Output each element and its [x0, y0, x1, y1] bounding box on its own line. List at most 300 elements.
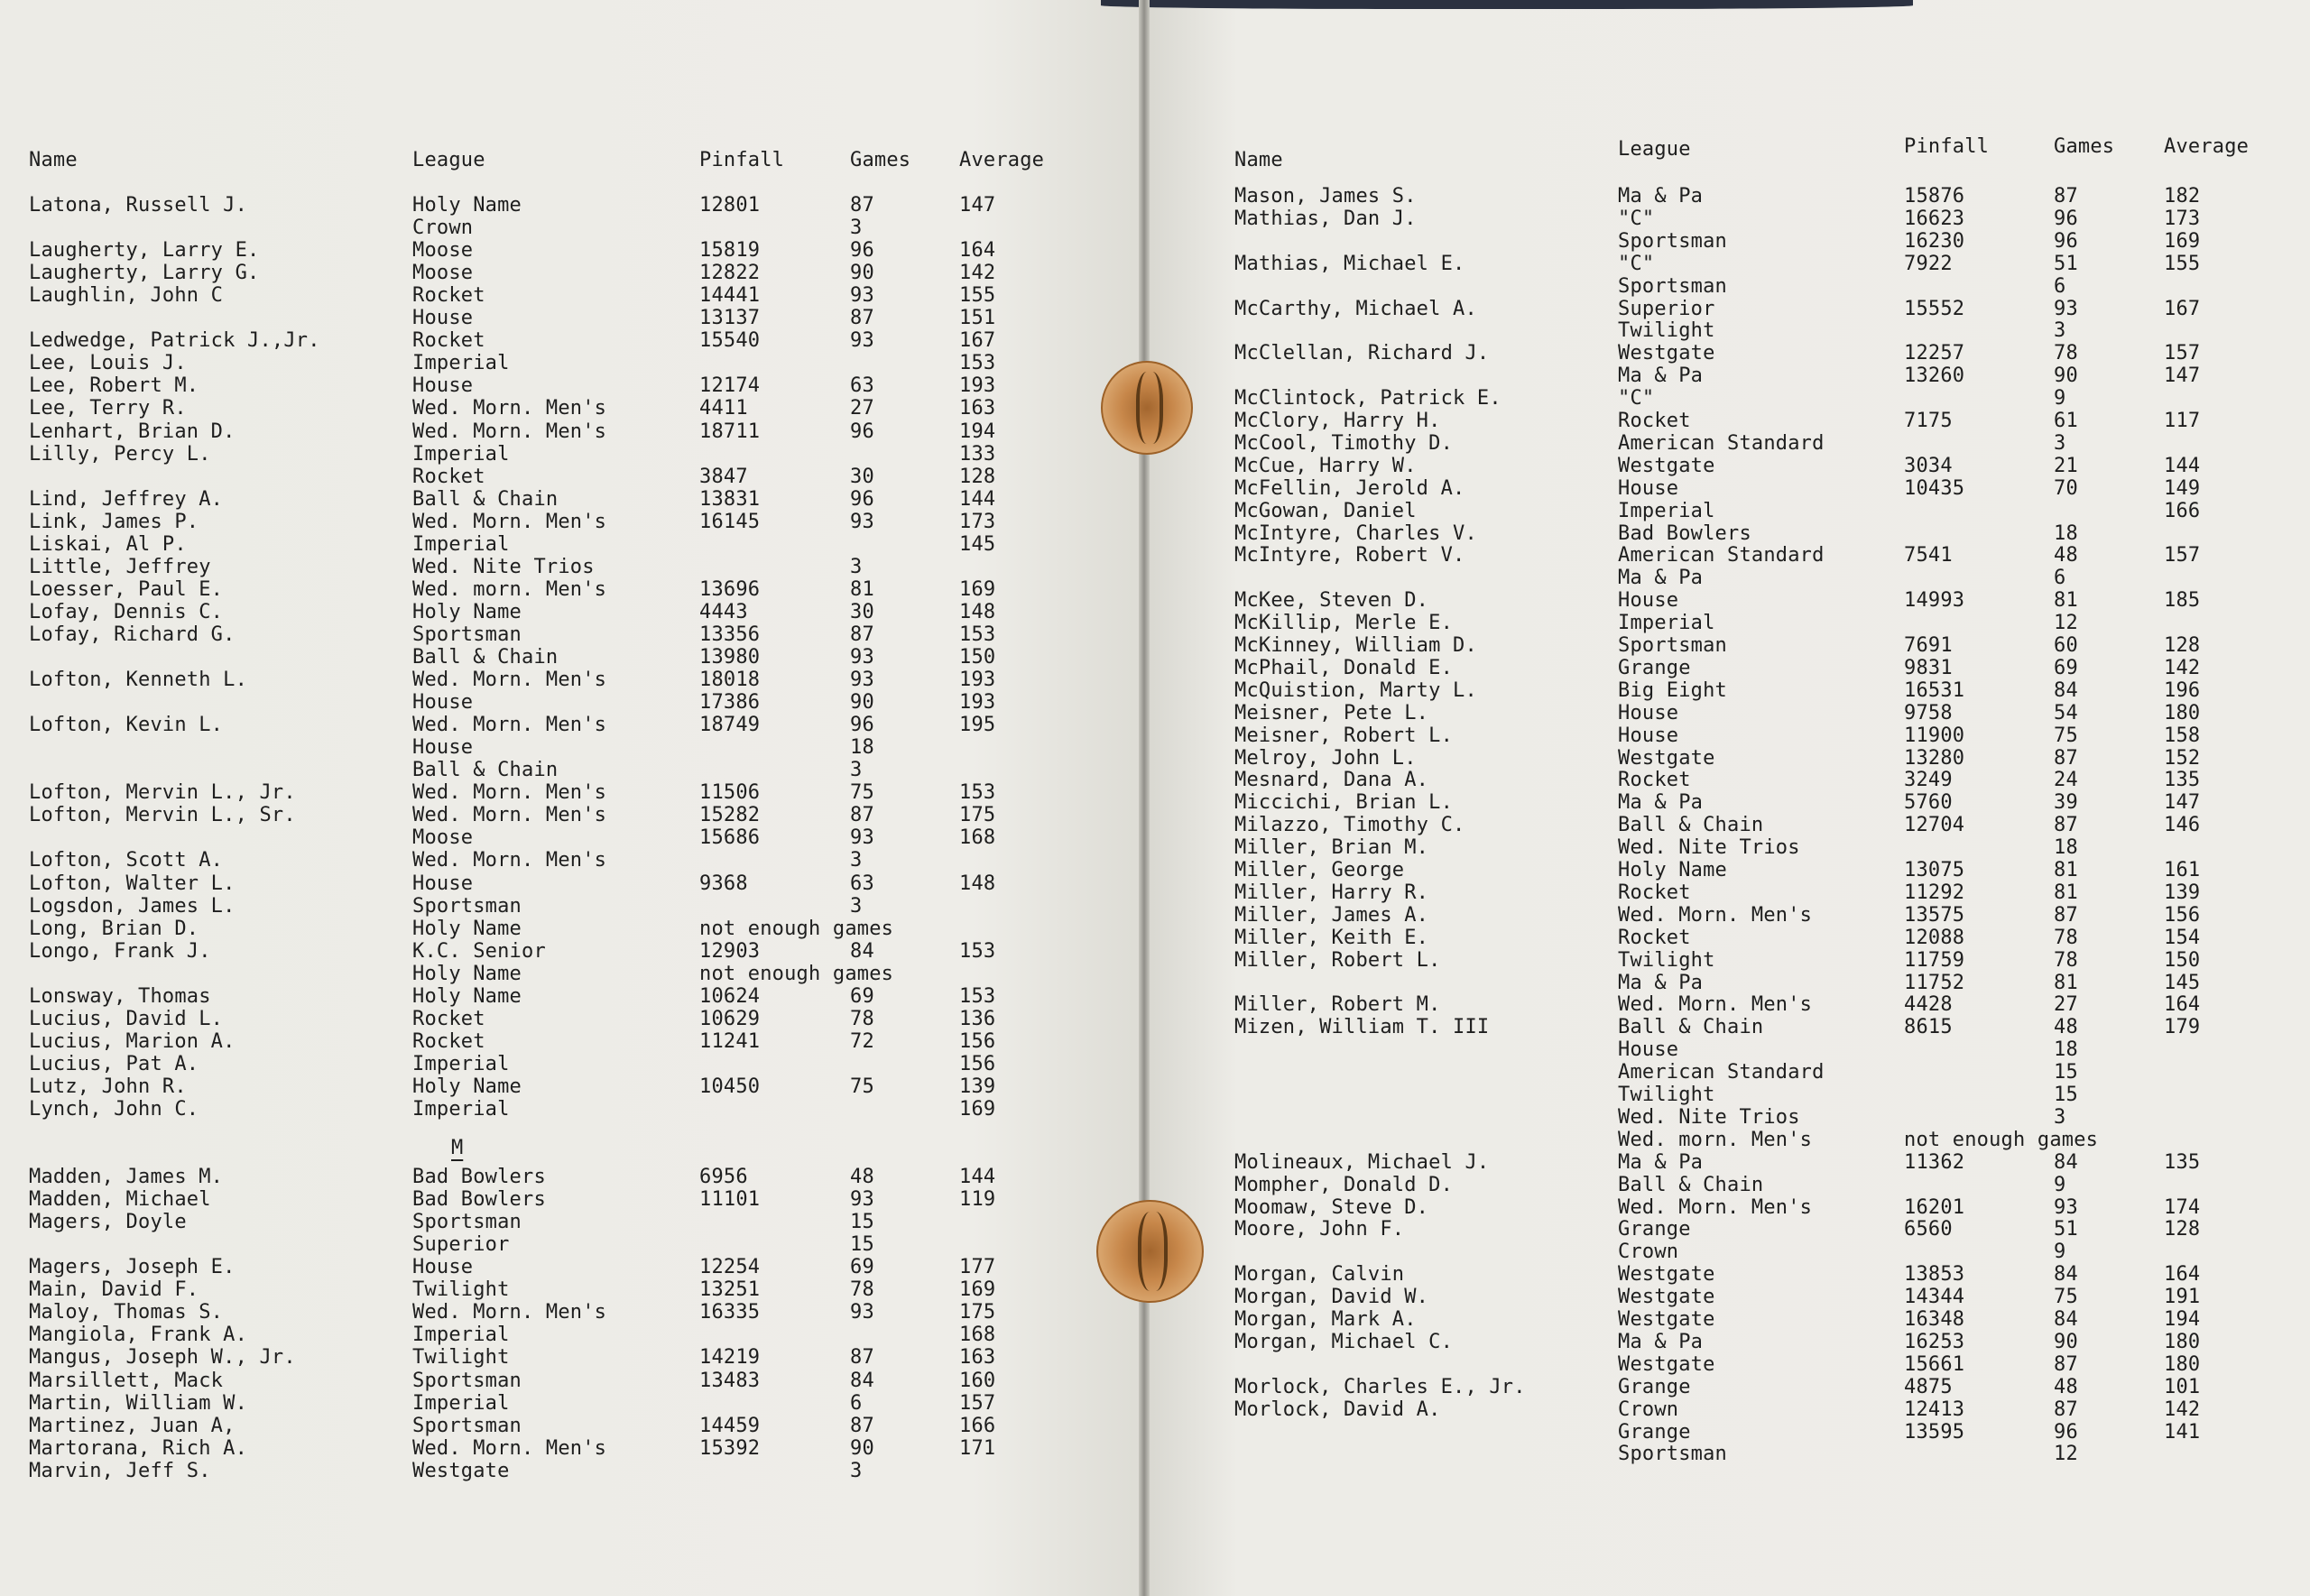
cell-games: 27 [850, 397, 874, 420]
cell-league: Sportsman [412, 1211, 522, 1234]
cell-average: 147 [2164, 791, 2201, 815]
cell-games: 6 [2054, 567, 2066, 590]
cell-games: 93 [850, 329, 874, 353]
cell-name: Maloy, Thomas S. [29, 1301, 224, 1324]
cell-games: 87 [2054, 746, 2078, 770]
cell-games: 84 [2054, 1263, 2078, 1287]
cell-league: Sportsman [1618, 274, 1728, 298]
cell-games: 78 [850, 1007, 874, 1030]
cell-average: 169 [959, 1278, 996, 1302]
cell-average: 153 [959, 939, 996, 963]
cell-average: 153 [959, 352, 996, 375]
cell-name: Laughlin, John C [29, 284, 224, 308]
cell-pinfall: 16531 [1904, 678, 1965, 702]
cell-name: McClellan, Richard J. [1234, 342, 1490, 365]
cell-pinfall: 10435 [1904, 476, 1965, 500]
cell-league: Imperial [1618, 612, 1715, 635]
cell-name: Main, David F. [29, 1278, 199, 1302]
cell-average: 135 [2164, 769, 2201, 792]
cell-pinfall: 11752 [1904, 971, 1965, 994]
cell-average: 149 [2164, 476, 2201, 500]
cell-average: 174 [2164, 1195, 2201, 1219]
cell-name: McPhail, Donald E. [1234, 656, 1454, 679]
cell-league: Twilight [1618, 319, 1715, 343]
cell-name: Moore, John F. [1234, 1218, 1405, 1241]
cell-league: Imperial [412, 1391, 510, 1415]
cell-games: 84 [2054, 1308, 2078, 1331]
cell-league: "C" [1618, 387, 1655, 411]
cell-pinfall: 15282 [699, 804, 761, 827]
cell-pinfall: 15552 [1904, 297, 1965, 320]
cell-games: 75 [2054, 724, 2078, 747]
cell-pinfall: 14993 [1904, 589, 1965, 613]
cell-league: Ball & Chain [412, 759, 559, 782]
cell-league: Ma & Pa [1618, 364, 1704, 388]
cell-games: 78 [2054, 948, 2078, 972]
cell-games: 12 [2054, 612, 2078, 635]
cell-league: Moose [412, 826, 474, 850]
cell-league: House [412, 307, 474, 330]
cell-games: 90 [2054, 1330, 2078, 1353]
cell-games: 81 [2054, 589, 2078, 613]
cell-games: 96 [2054, 207, 2078, 230]
cell-games: 3 [2054, 319, 2066, 343]
cell-average: 150 [959, 646, 996, 669]
scan-edge-shadow [1101, 0, 1913, 9]
cell-league: Twilight [412, 1346, 510, 1370]
cell-league: Wed. Morn. Men's [1618, 1195, 1813, 1219]
cell-name: Ledwedge, Patrick J.,Jr. [29, 329, 320, 353]
cell-average: 142 [2164, 1398, 2201, 1421]
cell-average: 164 [2164, 993, 2201, 1017]
cell-games: 96 [850, 420, 874, 443]
cell-games: 87 [2054, 1398, 2078, 1421]
cell-league: Sportsman [412, 1414, 522, 1437]
cell-games: 93 [850, 669, 874, 692]
cell-games: 15 [850, 1211, 874, 1234]
header-games: Games [850, 149, 911, 171]
header-games: Games [2054, 135, 2115, 158]
cell-games: 87 [2054, 903, 2078, 927]
cell-league: Imperial [1618, 499, 1715, 522]
cell-league: House [1618, 589, 1679, 613]
cell-games: 93 [850, 646, 874, 669]
cell-pinfall: 7922 [1904, 252, 1953, 275]
cell-pinfall: 12822 [699, 262, 761, 285]
cell-games: 96 [850, 239, 874, 263]
cell-games: 3 [850, 894, 863, 918]
cell-name: Molineaux, Michael J. [1234, 1150, 1490, 1174]
cell-name: McKinney, William D. [1234, 634, 1477, 657]
cell-average: 169 [2164, 229, 2201, 253]
cell-league: Wed. Morn. Men's [412, 1436, 607, 1460]
cell-league: Ma & Pa [1618, 1150, 1704, 1174]
cell-average: 153 [959, 623, 996, 646]
cell-average: 144 [2164, 454, 2201, 477]
cell-league: Moose [412, 262, 474, 285]
cell-league: Rocket [1618, 881, 1691, 904]
cell-league: Rocket [1618, 769, 1691, 792]
cell-name: Lucius, Pat A. [29, 1052, 199, 1075]
cell-league: Wed. Morn. Men's [412, 669, 607, 692]
cell-pinfall: 13483 [699, 1369, 761, 1392]
cell-games: 3 [850, 759, 863, 782]
cell-name: Morgan, Michael C. [1234, 1330, 1454, 1353]
cell-name: Lofay, Richard G. [29, 623, 236, 646]
cell-league: Wed. Nite Trios [1618, 1105, 1800, 1129]
cell-games: 96 [2054, 229, 2078, 253]
cell-league: American Standard [1618, 1061, 1825, 1084]
cell-league: Wed. Morn. Men's [1618, 993, 1813, 1017]
cell-games: 3 [850, 217, 863, 240]
cell-name: McIntyre, Robert V. [1234, 544, 1465, 567]
cell-average: 193 [959, 691, 996, 715]
cell-league: Crown [1618, 1398, 1679, 1421]
cell-average: 128 [2164, 1218, 2201, 1241]
cell-average: 148 [959, 600, 996, 623]
cell-name: Moomaw, Steve D. [1234, 1195, 1429, 1219]
cell-name: Miller, Brian M. [1234, 836, 1429, 860]
cell-name: Lucius, David L. [29, 1007, 224, 1030]
cell-pinfall: 13980 [699, 646, 761, 669]
cell-pinfall: 5760 [1904, 791, 1953, 815]
cell-league: Wed. Morn. Men's [412, 804, 607, 827]
cell-average: 128 [959, 465, 996, 488]
cell-average: 180 [2164, 1330, 2201, 1353]
cell-games: 51 [2054, 252, 2078, 275]
cell-average: 180 [2164, 1352, 2201, 1376]
cell-name: Lofton, Walter L. [29, 872, 236, 895]
left-page [0, 0, 1144, 1596]
cell-games: 18 [850, 736, 874, 760]
cell-average: 158 [2164, 724, 2201, 747]
cell-name: Milazzo, Timothy C. [1234, 814, 1465, 837]
cell-pinfall: 10624 [699, 984, 761, 1008]
cell-league: Wed. Nite Trios [1618, 836, 1800, 860]
cell-games: 78 [2054, 926, 2078, 949]
cell-pinfall: 17386 [699, 691, 761, 715]
cell-games: 21 [2054, 454, 2078, 477]
cell-pinfall: 7175 [1904, 410, 1953, 432]
cell-pinfall: 15392 [699, 1436, 761, 1460]
cell-league: Sportsman [412, 894, 522, 918]
cell-games: 39 [2054, 791, 2078, 815]
cell-league: House [1618, 476, 1679, 500]
cell-league: Wed. Morn. Men's [412, 420, 607, 443]
cell-games: 9 [2054, 1173, 2066, 1196]
cell-games: 27 [2054, 993, 2078, 1017]
cell-name: Madden, Michael [29, 1188, 211, 1212]
cell-average: 193 [959, 374, 996, 398]
cell-games: 3 [2054, 431, 2066, 455]
cell-name: Lenhart, Brian D. [29, 420, 236, 443]
cell-games: 48 [2054, 1375, 2078, 1398]
cell-games: 3 [850, 555, 863, 578]
cell-pinfall: 14441 [699, 284, 761, 308]
cell-average: 144 [959, 1166, 996, 1189]
cell-games: 78 [850, 1278, 874, 1302]
cell-games: 48 [2054, 544, 2078, 567]
cell-games: 84 [850, 939, 874, 963]
cell-average: 156 [2164, 903, 2201, 927]
cell-pinfall: not enough games [1904, 1128, 2099, 1151]
cell-name: Lonsway, Thomas [29, 984, 211, 1008]
cell-league: Big Eight [1618, 678, 1728, 702]
cell-name: Magers, Joseph E. [29, 1256, 236, 1279]
cell-average: 169 [959, 1098, 996, 1121]
cell-league: Wed. morn. Men's [412, 577, 607, 601]
cell-pinfall: 7691 [1904, 634, 1953, 657]
cell-league: Wed. Morn. Men's [412, 849, 607, 872]
cell-league: Sportsman [1618, 634, 1728, 657]
cell-games: 87 [850, 804, 874, 827]
header-league: League [412, 149, 485, 171]
cell-pinfall: 12254 [699, 1256, 761, 1279]
cell-league: House [412, 374, 474, 398]
cell-games: 75 [2054, 1286, 2078, 1309]
cell-games: 18 [2054, 521, 2078, 545]
cell-name: Loesser, Paul E. [29, 577, 224, 601]
cell-league: Wed. Morn. Men's [412, 510, 607, 533]
cell-pinfall: not enough games [699, 962, 894, 985]
header-average: Average [2164, 135, 2250, 158]
cell-pinfall: 14344 [1904, 1286, 1965, 1309]
cell-name: Lind, Jeffrey A. [29, 487, 224, 511]
cell-games: 18 [2054, 836, 2078, 860]
cell-name: Martorana, Rich A. [29, 1436, 248, 1460]
cell-name: Lynch, John C. [29, 1098, 199, 1121]
cell-games: 93 [850, 510, 874, 533]
cell-name: Marvin, Jeff S. [29, 1459, 211, 1482]
cell-name: Magers, Doyle [29, 1211, 187, 1234]
cell-games: 60 [2054, 634, 2078, 657]
cell-name: Lofton, Kevin L. [29, 714, 224, 737]
cell-league: Imperial [412, 1052, 510, 1075]
cell-league: Wed. morn. Men's [1618, 1128, 1813, 1151]
cell-league: Imperial [412, 352, 510, 375]
cell-league: Sportsman [1618, 1443, 1728, 1466]
cell-name: Liskai, Al P. [29, 532, 187, 556]
cell-name: Lofay, Dennis C. [29, 600, 224, 623]
cell-pinfall: 13831 [699, 487, 761, 511]
cell-games: 93 [2054, 1195, 2078, 1219]
cell-games: 61 [2054, 410, 2078, 432]
cell-name: Mangiola, Frank A. [29, 1324, 248, 1347]
cell-average: 147 [959, 194, 996, 217]
cell-games: 30 [850, 465, 874, 488]
cell-pinfall: 13251 [699, 1278, 761, 1302]
cell-name: Miccichi, Brian L. [1234, 791, 1454, 815]
cell-league: Westgate [1618, 454, 1715, 477]
cell-average: 128 [2164, 634, 2201, 657]
cell-league: Westgate [1618, 1263, 1715, 1287]
cell-pinfall: 3034 [1904, 454, 1953, 477]
cell-games: 84 [2054, 678, 2078, 702]
cell-pinfall: 10450 [699, 1075, 761, 1098]
cell-league: House [1618, 701, 1679, 724]
cell-league: Wed. Morn. Men's [412, 714, 607, 737]
cell-league: Grange [1618, 1218, 1691, 1241]
cell-league: Holy Name [412, 194, 522, 217]
cell-name: Lee, Robert M. [29, 374, 199, 398]
cell-average: 144 [959, 487, 996, 511]
cell-league: Bad Bowlers [412, 1188, 546, 1212]
cell-average: 194 [959, 420, 996, 443]
cell-average: 164 [959, 239, 996, 263]
cell-name: Lofton, Mervin L., Sr. [29, 804, 296, 827]
cell-games: 90 [850, 691, 874, 715]
cell-name: Link, James P. [29, 510, 199, 533]
cell-league: "C" [1618, 252, 1655, 275]
cell-pinfall: 13075 [1904, 859, 1965, 881]
cell-name: Mathias, Dan J. [1234, 207, 1417, 230]
cell-pinfall: 13595 [1904, 1420, 1965, 1444]
cell-pinfall: 12088 [1904, 926, 1965, 949]
cell-league: Crown [412, 217, 474, 240]
cell-games: 93 [850, 1301, 874, 1324]
cell-pinfall: 15540 [699, 329, 761, 353]
cell-pinfall: 13575 [1904, 903, 1965, 927]
cell-name: Morgan, David W. [1234, 1286, 1429, 1309]
cell-games: 6 [850, 1391, 863, 1415]
cell-average: 175 [959, 1301, 996, 1324]
cell-games: 3 [2054, 1105, 2066, 1129]
cell-league: Westgate [1618, 1308, 1715, 1331]
cell-name: McClintock, Patrick E. [1234, 387, 1502, 411]
header-pinfall: Pinfall [1904, 135, 1990, 158]
cell-average: 180 [2164, 701, 2201, 724]
cell-games: 81 [2054, 971, 2078, 994]
cell-league: Westgate [1618, 1286, 1715, 1309]
cell-pinfall: 16145 [699, 510, 761, 533]
cell-average: 153 [959, 781, 996, 805]
cell-league: Rocket [412, 1029, 485, 1053]
staple-bottom [1096, 1200, 1204, 1303]
cell-pinfall: 3847 [699, 465, 748, 488]
cell-league: Ma & Pa [1618, 971, 1704, 994]
staple-top [1101, 361, 1193, 455]
cell-league: Grange [1618, 1375, 1691, 1398]
cell-pinfall: 11759 [1904, 948, 1965, 972]
cell-games: 93 [850, 284, 874, 308]
cell-name: McQuistion, Marty L. [1234, 678, 1477, 702]
cell-average: 163 [959, 397, 996, 420]
cell-name: Meisner, Pete L. [1234, 701, 1429, 724]
cell-average: 142 [2164, 656, 2201, 679]
cell-league: Wed. Nite Trios [412, 555, 595, 578]
cell-average: 156 [959, 1052, 996, 1075]
cell-games: 63 [850, 872, 874, 895]
cell-pinfall: 10629 [699, 1007, 761, 1030]
cell-league: Westgate [1618, 1352, 1715, 1376]
cell-league: Ball & Chain [1618, 1173, 1764, 1196]
cell-average: 139 [959, 1075, 996, 1098]
cell-league: Bad Bowlers [412, 1166, 546, 1189]
cell-league: Moose [412, 239, 474, 263]
cell-games: 81 [2054, 881, 2078, 904]
cell-average: 145 [2164, 971, 2201, 994]
cell-average: 142 [959, 262, 996, 285]
cell-average: 155 [959, 284, 996, 308]
cell-average: 147 [2164, 364, 2201, 388]
cell-pinfall: 11900 [1904, 724, 1965, 747]
cell-pinfall: 4411 [699, 397, 748, 420]
cell-games: 15 [850, 1233, 874, 1257]
cell-pinfall: 16230 [1904, 229, 1965, 253]
cell-games: 96 [850, 487, 874, 511]
cell-pinfall: 12413 [1904, 1398, 1965, 1421]
cell-name: McIntyre, Charles V. [1234, 521, 1477, 545]
cell-name: Mesnard, Dana A. [1234, 769, 1429, 792]
cell-league: Twilight [1618, 1084, 1715, 1106]
cell-name: Mason, James S. [1234, 185, 1417, 208]
cell-pinfall: 6560 [1904, 1218, 1953, 1241]
cell-average: 173 [2164, 207, 2201, 230]
cell-name: Miller, Robert L. [1234, 948, 1441, 972]
cell-games: 84 [850, 1369, 874, 1392]
cell-games: 48 [850, 1166, 874, 1189]
cell-pinfall: 16348 [1904, 1308, 1965, 1331]
cell-name: Lutz, John R. [29, 1075, 187, 1098]
booklet-spine [1139, 0, 1150, 1596]
cell-average: 179 [2164, 1016, 2201, 1039]
cell-league: Twilight [412, 1278, 510, 1302]
cell-name: Madden, James M. [29, 1166, 224, 1189]
cell-games: 78 [2054, 342, 2078, 365]
cell-games: 6 [2054, 274, 2066, 298]
cell-pinfall: 11292 [1904, 881, 1965, 904]
cell-games: 9 [2054, 387, 2066, 411]
cell-games: 15 [2054, 1061, 2078, 1084]
cell-average: 101 [2164, 1375, 2201, 1398]
cell-games: 87 [2054, 185, 2078, 208]
cell-average: 161 [2164, 859, 2201, 881]
header-pinfall: Pinfall [699, 149, 785, 171]
cell-name: Marsillett, Mack [29, 1369, 224, 1392]
cell-name: Morlock, Charles E., Jr. [1234, 1375, 1526, 1398]
cell-pinfall: 15819 [699, 239, 761, 263]
cell-pinfall: 11506 [699, 781, 761, 805]
cell-name: Martin, William W. [29, 1391, 248, 1415]
cell-name: Long, Brian D. [29, 917, 199, 940]
cell-name: Melroy, John L. [1234, 746, 1417, 770]
cell-name: Mompher, Donald D. [1234, 1173, 1454, 1196]
cell-games: 87 [850, 194, 874, 217]
cell-name: Morgan, Mark A. [1234, 1308, 1417, 1331]
cell-league: Westgate [1618, 342, 1715, 365]
cell-league: Ma & Pa [1618, 1330, 1704, 1353]
cell-games: 87 [2054, 1352, 2078, 1376]
cell-pinfall: 14219 [699, 1346, 761, 1370]
cell-games: 75 [850, 1075, 874, 1098]
cell-games: 51 [2054, 1218, 2078, 1241]
cell-league: Ma & Pa [1618, 567, 1704, 590]
cell-pinfall: 6956 [699, 1166, 748, 1189]
cell-name: Mangus, Joseph W., Jr. [29, 1346, 296, 1370]
cell-league: "C" [1618, 207, 1655, 230]
cell-name: McCarthy, Michael A. [1234, 297, 1477, 320]
cell-pinfall: 9758 [1904, 701, 1953, 724]
cell-games: 87 [850, 307, 874, 330]
cell-pinfall: 12704 [1904, 814, 1965, 837]
cell-league: Crown [1618, 1241, 1679, 1264]
cell-pinfall: 13260 [1904, 364, 1965, 388]
cell-games: 87 [850, 623, 874, 646]
header-average: Average [959, 149, 1045, 171]
cell-games: 48 [2054, 1016, 2078, 1039]
cell-league: Ma & Pa [1618, 185, 1704, 208]
cell-games: 87 [850, 1414, 874, 1437]
